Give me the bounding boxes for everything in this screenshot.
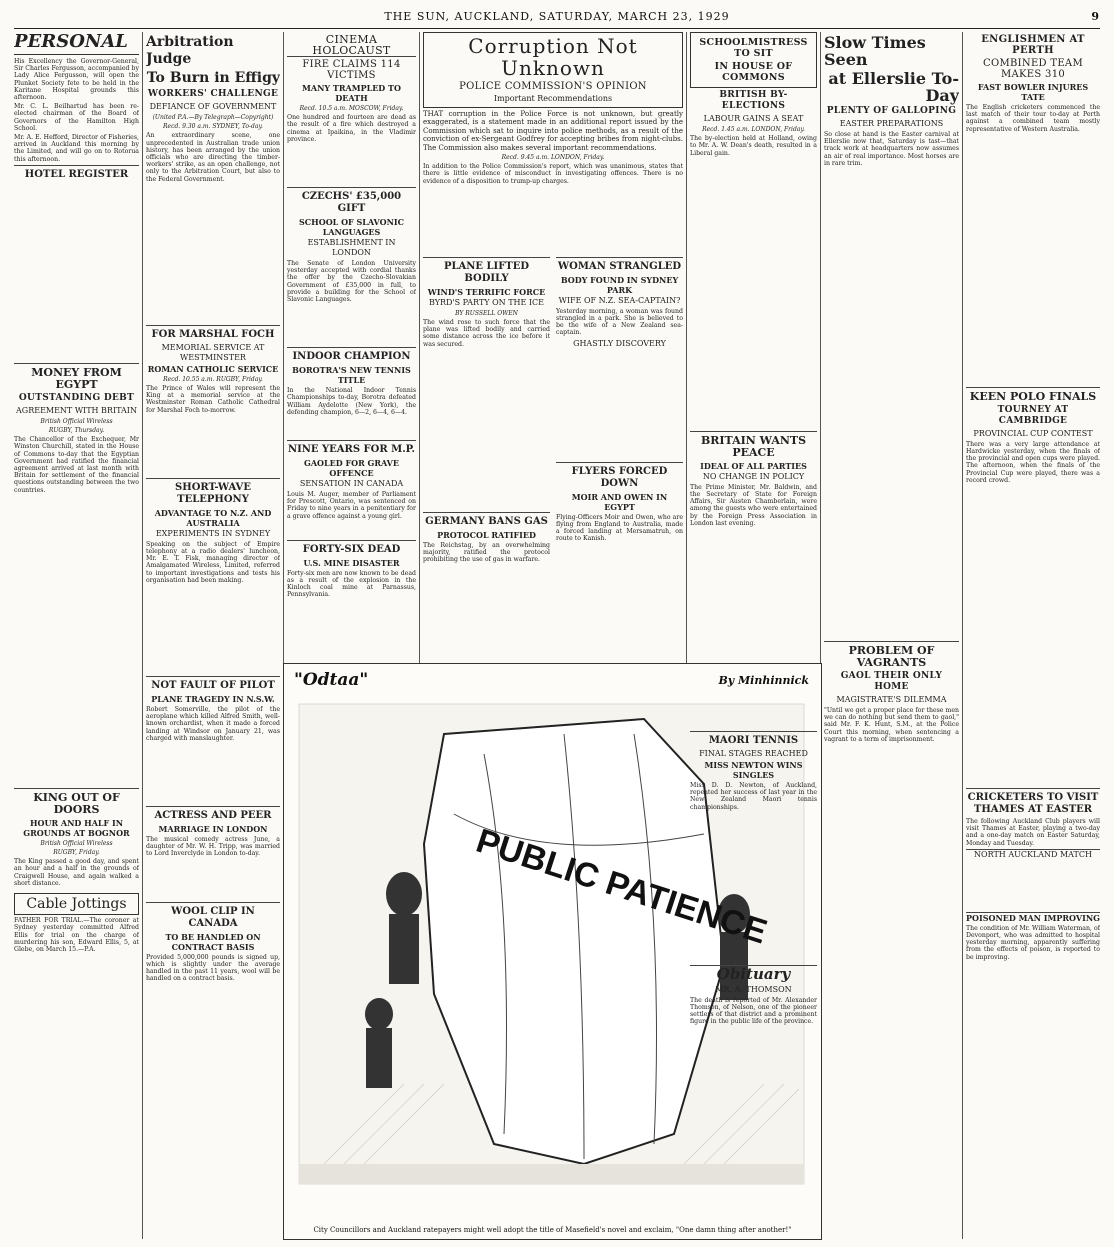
article-text: An extraordinary scene, one unprecedented in Australian trade union history, has been arranged by the union officials who are directing the timber-workers' strike, as an open challenge, not only to the Arbitration Court, but also to the Federal Government. xyxy=(146,132,280,183)
article-text: Forty-six men are now known to be dead as a result of the explosion in the Kinloch coal mine at Parnassus, Pennsylvania. xyxy=(287,569,416,599)
article-text: So close at hand is the Easter carnival at Ellerslie now that, Saturday is tast—that track work at headquarters now assumes an air of real importance. Most horses are in rare trim. xyxy=(824,131,959,167)
article-text: FATHER FOR TRIAL.—The coroner at Sydney yesterday committed Alfred Ellis for trial on the charge of murdering his son, Edward Ellis, 5, at Glebe, on March 15.—P.A. xyxy=(14,917,139,953)
article-text: The Reichstag, by an overwhelming majority, ratified the protocol prohibiting the use of gas in warfare. xyxy=(423,541,550,564)
column-filler xyxy=(556,350,683,460)
dateline: Recd. 10.5 a.m. MOSCOW, Friday. xyxy=(299,105,404,112)
heading-magistrates-dilemma: MAGISTRATE'S DILEMMA xyxy=(836,695,947,705)
heading-money-from-egypt: MONEY FROM EGYPT xyxy=(14,363,139,391)
dateline: RUGBY, Friday. xyxy=(53,849,100,857)
heading-maori-tennis: MAORI TENNIS xyxy=(690,731,817,747)
heading-marriage-in-london: MARRIAGE IN LONDON xyxy=(158,824,268,835)
heading-miss-newton: MISS NEWTON WINS SINGLES xyxy=(704,760,803,781)
heading-ghastly-discovery: GHASTLY DISCOVERY xyxy=(573,338,666,348)
dateline: Recd. 10.55 a.m. RUGBY, Friday. xyxy=(163,375,263,383)
heading-hotel-register: HOTEL REGISTER xyxy=(14,165,139,181)
column-filler xyxy=(146,744,280,804)
heading-woman-strangled: WOMAN STRANGLED xyxy=(556,257,683,273)
article-text: Louis M. Auger, member of Parliament for Prescott, Ontario, was sentenced on Friday to nine years in a penitentiary for a grave offence against a young girl. xyxy=(287,491,416,520)
heading-defiance: DEFIANCE OF GOVERNMENT xyxy=(149,102,277,111)
heading-tourney-cambridge: TOURNEY AT CAMBRIDGE xyxy=(997,404,1069,426)
article-text: One hundred and fourteen are dead as the result of a fire which destroyed a cinema at Ipaikina, in the Vladimir province. xyxy=(287,114,416,143)
column-filler xyxy=(146,416,280,476)
column-filler xyxy=(287,305,416,345)
heading-britain-wants-peace: BRITAIN WANTS PEACE xyxy=(690,431,817,459)
column-rule xyxy=(962,32,963,1239)
credit-line: British Official Wireless xyxy=(40,417,113,425)
article-text: Flying-Officers Moir and Owen, who are flying from England to Australia, made a forced landing at Mersamatruh, on route to Kanish. xyxy=(556,513,683,543)
heading-advantage: ADVANTAGE TO N.Z. AND AUSTRALIA xyxy=(154,507,272,528)
column-filler xyxy=(14,183,139,361)
heading-short-wave-telephony: SHORT-WAVE TELEPHONY xyxy=(146,478,280,506)
heading-sensation-canada: SENSATION IN CANADA xyxy=(299,479,404,489)
heading-obituary: Obituary xyxy=(690,965,817,983)
article-text: The following Auckland Club players will visit Thames at Easter, playing a two-day and a one-day match on Easter Saturday, Monday and Tuesday. xyxy=(966,818,1100,847)
headline-slow-times: Slow Times Seen xyxy=(824,33,926,69)
heading-wife-captain: WIFE OF N.Z. SEA-CAPTAIN? xyxy=(558,295,681,305)
heading-experiments: EXPERIMENTS IN SYDNEY xyxy=(155,528,271,538)
headline-arbitration-judge: Arbitration Judge xyxy=(146,34,234,67)
article-text: Yesterday morning, a woman was found strangled in a park. She is believed to be the wife of a New Zealand sea-captain. xyxy=(556,307,683,337)
article-text: Provided 5,000,000 pounds is signed up, which is slightly under the average handled in the past 11 years, wool will be handled on a contract basis. xyxy=(146,953,280,983)
cartoon-sign-text: PUBLIC PATIENCE xyxy=(471,821,772,952)
heading-cricketers-thames: CRICKETERS TO VISIT THAMES AT EASTER xyxy=(966,788,1100,816)
heading-fire-claims: FIRE CLAIMS 114 VICTIMS xyxy=(302,59,401,81)
credit-line: (United P.A.—By Telegraph—Copyright) xyxy=(152,114,274,121)
headline-house-of-commons: IN HOUSE OF COMMONS xyxy=(714,61,793,83)
heading-not-fault-of-pilot: NOT FAULT OF PILOT xyxy=(146,676,280,692)
heading-moir-owen: MOIR AND OWEN IN EGYPT xyxy=(571,491,668,512)
section-title-personal: PERSONAL xyxy=(14,32,139,55)
column-filler xyxy=(690,159,817,429)
column-filler xyxy=(423,350,550,510)
heading-bognor: HOUR AND HALF IN GROUNDS AT BOGNOR xyxy=(23,817,130,838)
heading-contract-basis: TO BE HANDLED ON CONTRACT BASIS xyxy=(165,931,261,952)
heading-cable-jottings: Cable Jottings xyxy=(14,893,139,915)
heading-king-out-of-doors: KING OUT OF DOORS xyxy=(14,788,139,816)
headline-corruption: Corruption Not Unknown xyxy=(468,34,638,80)
heading-byrd-party: BYRD'S PARTY ON THE ICE xyxy=(428,297,545,307)
heading-keen-polo: KEEN POLO FINALS xyxy=(966,387,1100,403)
article-text: The King passed a good day, and spent an hour and a half in the grounds of Craigwell House, and again walked a short distance. xyxy=(14,858,139,887)
dateline: RUGBY, Thursday. xyxy=(48,427,105,435)
article-text: Mr. A. E. Hefford, Director of Fisheries, arrived in Auckland this morning by the Limited, and will go on to Rotorua this afternoon. xyxy=(14,134,139,163)
heading-north-auckland: NORTH AUCKLAND MATCH xyxy=(966,849,1100,860)
heading-wool-clip: WOOL CLIP IN CANADA xyxy=(146,902,280,930)
heading-final-stages: FINAL STAGES REACHED xyxy=(699,749,808,759)
article-text: The Prime Minister, Mr. Baldwin, and the Secretary of State for Foreign Affairs, Sir Austen Chamberlain, were among the guests who were entertained by the Foreign Press Association in London last evening. xyxy=(690,483,817,527)
article-text: The Chancellor of the Exchequer, Mr Winston Churchill, stated in the House of Commons to-day that the Egyptian Government had ratified the financial agreement arrived at last month with Britain for settlement of the financial questions outstanding between the two countries. xyxy=(14,436,139,494)
lead-paragraph: THAT corruption in the Police Force is not unknown, but greatly exaggerated, is a statement made in an additional report issued by the Commission which sat to inquire into police methods, as a result of the conviction of ex-Sergeant Godfrey for accepting bribes from night-clubs. The Commission also makes several important recommendations. xyxy=(423,110,683,152)
heading-trampled: MANY TRAMPLED TO DEATH xyxy=(302,83,401,103)
article-text: The Prince of Wales will represent the King at a memorial service at the Westminster Roman Catholic Cathedral for Marshal Foch to-morrow. xyxy=(146,385,280,414)
cartoon-title: "Odtaa" xyxy=(294,670,369,690)
headline-ellerslie: at Ellerslie To-Day xyxy=(828,69,959,105)
column-rule xyxy=(142,32,143,1239)
heading-actress-and-peer: ACTRESS AND PEER xyxy=(146,806,280,822)
masthead xyxy=(14,6,1100,29)
article-text: The condition of Mr. William Waterman, of Devonport, who was admitted to hospital yesterday morning, apparently suffering from the effects of poison, is reported to be improving. xyxy=(966,924,1100,961)
column-schoolmistress xyxy=(690,32,817,1239)
cartoon-byline: By Minhinnick xyxy=(718,674,809,687)
heading-by-elections: BRITISH BY-ELECTIONS xyxy=(719,90,788,111)
column-racing xyxy=(824,32,959,1239)
article-text: In the National Indoor Tennis Championships to-day, Borotra defeated William Aydelotte (New York), the defending champion, 6—2, 6—4, 6—4. xyxy=(287,387,416,416)
heading-police-commission: POLICE COMMISSION'S OPINION xyxy=(459,81,647,92)
article-text: Mr. C. L. Beilhartud has been re-elected chairman of the Board of Governors of the Hamilton High School. xyxy=(14,103,139,132)
column-filler xyxy=(287,418,416,438)
heading-flyers-forced-down: FLYERS FORCED DOWN xyxy=(556,462,683,490)
heading-labour-gains: LABOUR GAINS A SEAT xyxy=(703,114,804,123)
column-cinema xyxy=(287,32,416,660)
column-filler xyxy=(146,586,280,674)
heading-poisoned-man: POISONED MAN IMPROVING xyxy=(966,912,1100,923)
article-text: The wind rose to such force that the plane was lifted bodily and carried some distance across the ice before it was secured. xyxy=(423,319,550,348)
column-filler xyxy=(287,145,416,185)
heading-gaol-only-home: GAOL THEIR ONLY HOME xyxy=(840,671,943,693)
article-text: In addition to the Police Commission's report, which was unanimous, states that there is little evidence of misconduct in investigating offences. There is no evidence of a disposition to trump-up charges. xyxy=(423,163,683,185)
masthead-title: THE SUN, AUCKLAND, SATURDAY, MARCH 23, 1929 xyxy=(384,10,730,23)
byline: BY RUSSELL OWEN xyxy=(455,309,518,317)
article-text: "Until we get a proper place for these men we can do nothing but send them to gaol," said Mr. F. K. Hunt, S.M., at the Police Court this morning, when sentencing a vagrant to a term of imprisonment. xyxy=(824,707,959,743)
column-filler xyxy=(824,169,959,639)
column-personal xyxy=(14,32,139,1239)
heading-forty-six-dead: FORTY-SIX DEAD xyxy=(287,540,416,556)
heading-cinema-holocaust: CINEMA HOLOCAUST xyxy=(287,34,416,57)
cartoon-caption: City Councillors and Auckland ratepayers might well adopt the title of Masefield's novel and exclaim, "One damn thing after another!" xyxy=(313,1226,792,1234)
heading-no-change: NO CHANGE IN POLICY xyxy=(702,471,805,481)
headline-burn-in-effigy: To Burn in Effigy xyxy=(146,70,280,86)
heading-gaoled: GAOLED FOR GRAVE OFFENCE xyxy=(304,458,399,479)
heading-winds-force: WIND'S TERRIFIC FORCE xyxy=(427,286,546,297)
heading-roman-catholic: ROMAN CATHOLIC SERVICE xyxy=(147,363,279,374)
heading-plane-lifted: PLANE LIFTED BODILY xyxy=(423,257,550,285)
column-filler xyxy=(287,522,416,538)
heading-englishmen-perth: ENGLISHMEN AT PERTH xyxy=(981,34,1085,56)
column-arbitration xyxy=(146,32,280,1239)
heading-agreement: AGREEMENT WITH BRITAIN xyxy=(16,405,137,415)
heading-easter-preparations: EASTER PREPARATIONS xyxy=(839,119,944,128)
heading-recommendations: Important Recommendations xyxy=(493,94,613,103)
column-filler xyxy=(14,496,139,786)
article-text: The Senate of London University yesterday accepted with cordial thanks the offer by the Czecho-Slovakian Government of £35,000 in full, to provide a building for the School of Slavonic Languages. xyxy=(287,260,416,304)
article-text: The musical comedy actress June, a daughter of Mr. W. H. Tripp, was married to Lord Inverclyde in London to-day. xyxy=(146,836,280,858)
dateline: Recd. 9.45 a.m. LONDON, Friday. xyxy=(501,154,605,162)
heading-nine-years: NINE YEARS FOR M.P. xyxy=(287,440,416,456)
column-filler xyxy=(966,486,1100,786)
heading-mine-disaster: U.S. MINE DISASTER xyxy=(303,557,400,568)
heading-indoor-champion: INDOOR CHAMPION xyxy=(287,347,416,363)
heading-for-marshal-foch: FOR MARSHAL FOCH xyxy=(146,325,280,341)
heading-ideal: IDEAL OF ALL PARTIES xyxy=(700,460,807,471)
heading-plane-tragedy: PLANE TRAGEDY IN N.S.W. xyxy=(151,694,275,705)
article-text: Speaking on the subject of Empire telephony at a radio dealers' luncheon, Mr. E. T. Fisk, managing director of Amalgamated Wireless, Limited, referred to important investigations and tests his organisation had been making. xyxy=(146,540,280,584)
column-filler xyxy=(966,135,1100,385)
heading-plenty-galloping: PLENTY OF GALLOPING xyxy=(826,106,957,116)
article-text: Robert Somerville, the pilot of the aeroplane which killed Alfred Smith, well-known orchardist, when it made a forced landing at Windsor on January 21, was charged with manslaughter. xyxy=(146,706,280,742)
heading-mr-thomson: MR. A. THOMSON xyxy=(715,984,792,994)
article-text: His Excellency the Governor-General, Sir Charles Fergusson, accompanied by Lady Alice Fergusson, will open the Plunket Society fete to be held in the Karitane Hospital grounds this afternoon. xyxy=(14,58,139,102)
heading-school-slavonic: SCHOOL OF SLAVONIC LANGUAGES xyxy=(299,217,404,238)
heading-borotra: BOROTRA'S NEW TENNIS TITLE xyxy=(292,365,411,386)
dateline: Recd. 1.45 a.m. LONDON, Friday. xyxy=(702,126,805,133)
page-number: 9 xyxy=(1091,10,1100,23)
heading-czechs-gift: CZECHS' £35,000 GIFT xyxy=(287,187,416,215)
article-text: There was a very large attendance at Hardwicke yesterday, when the finals of the provincial and open cups were played. The afternoon, when the finals of the Provincial Cup were played, there was a record crowd. xyxy=(966,440,1100,484)
article-text: Miss D. D. Newton, of Auckland, repeated her success of last year in the New Zealand Maori tennis championships. xyxy=(690,782,817,811)
heading-outstanding-debt: OUTSTANDING DEBT xyxy=(18,392,135,403)
heading-provincial-cup: PROVINCIAL CUP CONTEST xyxy=(973,428,1093,438)
credit-line: British Official Wireless xyxy=(40,839,113,847)
column-filler xyxy=(690,813,817,963)
heading-workers-challenge: WORKERS' CHALLENGE xyxy=(147,89,279,99)
heading-combined-team: COMBINED TEAM MAKES 310 xyxy=(983,58,1083,80)
heading-body-found: BODY FOUND IN SYDNEY PARK xyxy=(560,274,679,295)
article-text: The by-election held at Holland, owing to Mr. A. W. Dean's death, resulted in a Liberal gain. xyxy=(690,135,817,157)
column-filler xyxy=(146,860,280,900)
heading-memorial-service: MEMORIAL SERVICE AT WESTMINSTER xyxy=(161,342,265,362)
article-text: The death is reported of Mr. Alexander Thomson, of Nelson, one of the pioneer settlers of that district and a prominent figure in the public life of the province. xyxy=(690,996,817,1026)
headline-schoolmistress: SCHOOLMISTRESS TO SIT xyxy=(699,37,808,59)
column-corruption xyxy=(423,32,683,660)
column-filler xyxy=(690,529,817,729)
column-sport xyxy=(966,32,1100,1239)
heading-establishment: ESTABLISHMENT IN LONDON xyxy=(307,238,396,258)
heading-protocol: PROTOCOL RATIFIED xyxy=(437,529,536,540)
article-text: The English cricketers commenced the last match of their tour to-day at Perth against a combined team mostly representative of Western Australia. xyxy=(966,104,1100,133)
heading-fast-bowler: FAST BOWLER INJURES TATE xyxy=(977,82,1089,102)
heading-problem-of-vagrants: PROBLEM OF VAGRANTS xyxy=(824,641,959,669)
column-filler xyxy=(146,185,280,323)
dateline: Recd. 9.30 a.m. SYDNEY, To-day. xyxy=(163,123,263,131)
column-filler xyxy=(966,861,1100,911)
heading-germany-bans-gas: GERMANY BANS GAS xyxy=(423,512,550,528)
